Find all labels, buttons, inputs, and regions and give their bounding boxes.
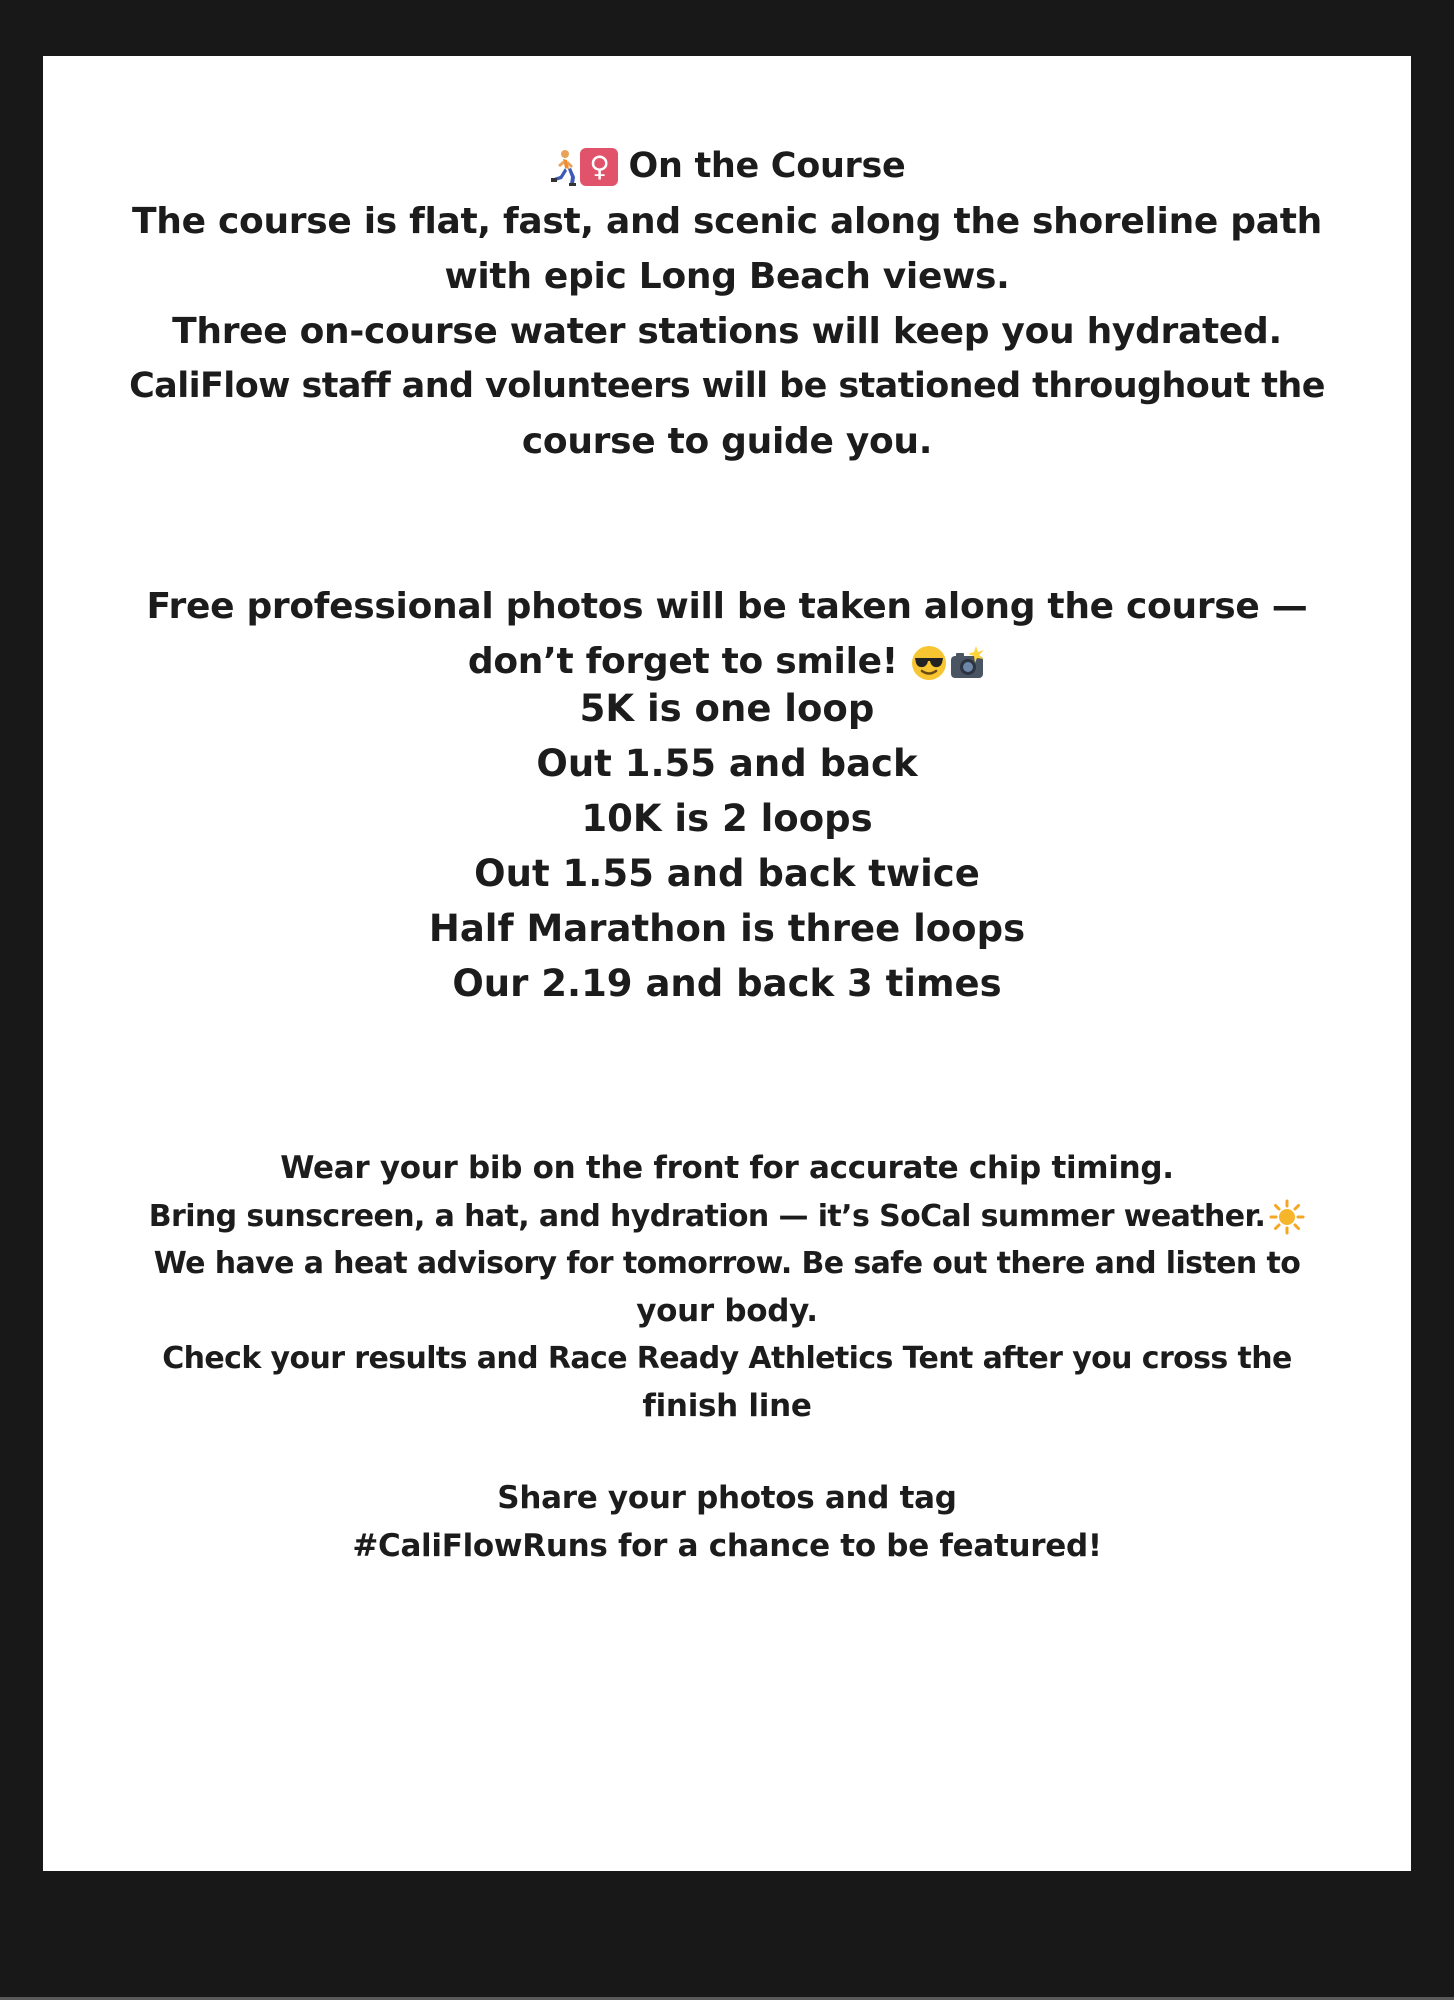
tips-line-2: Bring sunscreen, a hat, and hydration — it’s SoCal summer weather. (148, 1198, 1266, 1234)
distance-line-5: Half Marathon is three loops (428, 907, 1026, 950)
course-heading-text: On the Course (628, 146, 906, 186)
tips-line-1: Wear your bib on the front for accurate chip timing. (280, 1150, 1174, 1186)
distance-line-2: Out 1.55 and back (536, 742, 918, 785)
tips-line-3: We have a heat advisory for tomorrow. Be safe out there and listen to (153, 1246, 1301, 1281)
distance-line-1: 5K is one loop (579, 687, 875, 730)
distances-section (43, 681, 1411, 1011)
camera-flash-icon (948, 644, 986, 682)
female-sign-icon: ♀ (580, 148, 618, 186)
share-line-1: Share your photos and tag (497, 1480, 957, 1516)
distance-line-3: 10K is 2 loops (581, 797, 873, 840)
tips-section (43, 1145, 1411, 1430)
photos-section (43, 579, 1411, 689)
course-line-4: CaliFlow staff and volunteers will be stationed throughout the (129, 366, 1325, 406)
document-page (43, 56, 1411, 1871)
photos-line-2: don’t forget to smile! (467, 641, 898, 682)
photos-line-1: Free professional photos will be taken along the course — (146, 586, 1308, 627)
share-section (43, 1475, 1411, 1570)
course-line-5: course to guide you. (521, 421, 933, 462)
runner-icon (548, 148, 578, 186)
share-line-2: #CaliFlowRuns for a chance to be featured! (352, 1527, 1102, 1564)
course-line-1: The course is flat, fast, and scenic along the shoreline path (132, 201, 1322, 242)
tips-line-5: Check your results and Race Ready Athletics Tent after you cross the (162, 1341, 1292, 1376)
sun-icon (1269, 1199, 1305, 1235)
distance-line-4: Out 1.55 and back twice (474, 852, 980, 895)
course-line-2: with epic Long Beach views. (444, 256, 1010, 297)
course-line-3: Three on-course water stations will keep you hydrated. (172, 311, 1282, 352)
course-heading (43, 139, 1411, 194)
sunglasses-face-icon (910, 644, 948, 682)
tips-line-6: finish line (642, 1387, 812, 1424)
course-section (43, 139, 1411, 469)
tips-line-2-row (43, 1193, 1411, 1241)
tips-line-4: your body. (636, 1292, 818, 1329)
distance-line-6: Our 2.19 and back 3 times (452, 962, 1002, 1005)
